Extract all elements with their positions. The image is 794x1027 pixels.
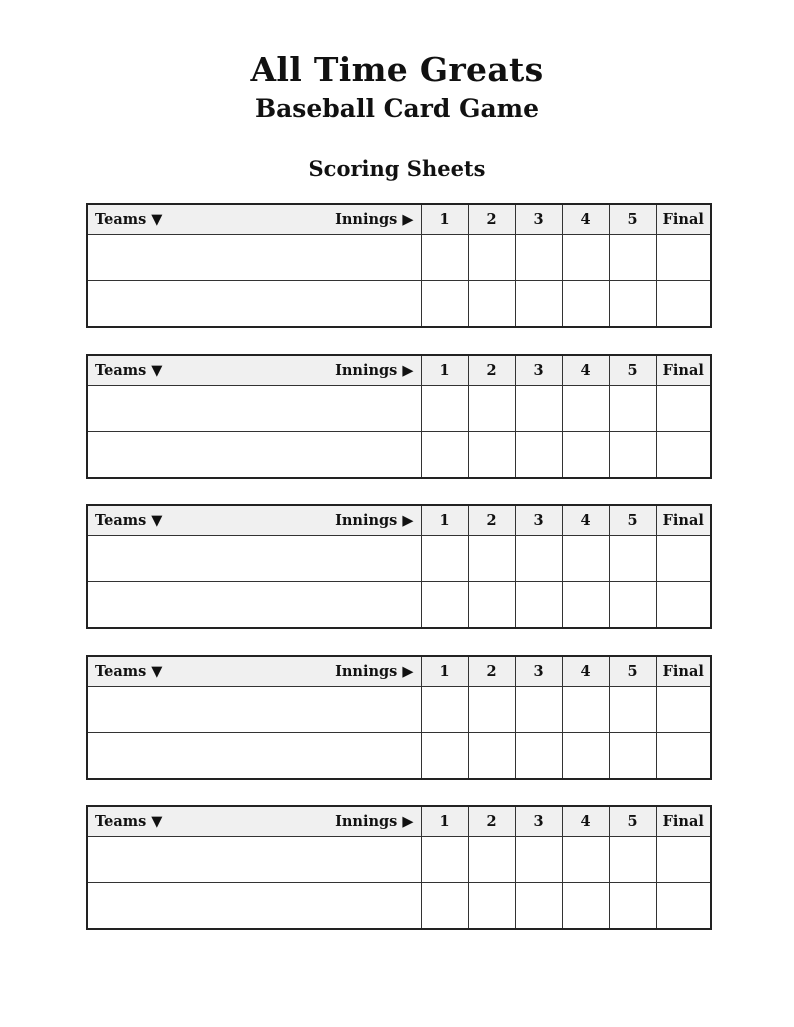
team-row — [87, 883, 711, 930]
final-header: Final — [656, 204, 711, 235]
table-header-row — [87, 355, 711, 386]
team-name-cell[interactable] — [87, 582, 421, 629]
team-name-cell[interactable] — [87, 687, 421, 733]
inning-score-cell[interactable] — [609, 687, 656, 733]
teams-label: Teams ▼ — [95, 813, 163, 830]
inning-score-cell[interactable] — [468, 582, 515, 629]
team-name-cell[interactable] — [87, 883, 421, 930]
final-score-cell[interactable] — [656, 687, 711, 733]
final-header: Final — [656, 355, 711, 386]
inning-4-header: 4 — [562, 505, 609, 536]
scoring-table-4 — [86, 655, 712, 780]
inning-2-header: 2 — [468, 355, 515, 386]
team-row — [87, 733, 711, 780]
innings-label: Innings ▶ — [335, 362, 414, 379]
page-title: All Time Greats — [250, 50, 544, 89]
inning-3-header: 3 — [515, 355, 562, 386]
final-score-cell[interactable] — [656, 386, 711, 432]
inning-score-cell[interactable] — [562, 687, 609, 733]
final-score-cell[interactable] — [656, 837, 711, 883]
innings-label: Innings ▶ — [335, 512, 414, 529]
inning-1-header: 1 — [421, 806, 468, 837]
inning-4-header: 4 — [562, 656, 609, 687]
inning-score-cell[interactable] — [609, 582, 656, 629]
inning-2-header: 2 — [468, 656, 515, 687]
scoring-table-5 — [86, 805, 712, 930]
inning-4-header: 4 — [562, 806, 609, 837]
inning-score-cell[interactable] — [468, 235, 515, 281]
team-row — [87, 837, 711, 883]
table-header-row — [87, 505, 711, 536]
final-score-cell[interactable] — [656, 281, 711, 328]
inning-1-header: 1 — [421, 355, 468, 386]
final-score-cell[interactable] — [656, 582, 711, 629]
inning-score-cell[interactable] — [421, 733, 468, 780]
final-score-cell[interactable] — [656, 883, 711, 930]
inning-5-header: 5 — [609, 204, 656, 235]
final-header: Final — [656, 505, 711, 536]
final-score-cell[interactable] — [656, 235, 711, 281]
inning-score-cell[interactable] — [421, 883, 468, 930]
inning-score-cell[interactable] — [562, 837, 609, 883]
final-score-cell[interactable] — [656, 536, 711, 582]
inning-score-cell[interactable] — [515, 883, 562, 930]
inning-5-header: 5 — [609, 656, 656, 687]
inning-score-cell[interactable] — [468, 733, 515, 780]
inning-score-cell[interactable] — [468, 432, 515, 479]
inning-score-cell[interactable] — [515, 837, 562, 883]
inning-score-cell[interactable] — [468, 281, 515, 328]
final-header: Final — [656, 656, 711, 687]
team-name-cell[interactable] — [87, 536, 421, 582]
inning-score-cell[interactable] — [515, 536, 562, 582]
inning-2-header: 2 — [468, 505, 515, 536]
inning-score-cell[interactable] — [562, 432, 609, 479]
inning-score-cell[interactable] — [421, 536, 468, 582]
team-name-cell[interactable] — [87, 281, 421, 328]
inning-3-header: 3 — [515, 505, 562, 536]
inning-1-header: 1 — [421, 204, 468, 235]
inning-5-header: 5 — [609, 505, 656, 536]
scoring-table-2 — [86, 354, 712, 479]
inning-score-cell[interactable] — [421, 281, 468, 328]
inning-score-cell[interactable] — [515, 687, 562, 733]
inning-score-cell[interactable] — [421, 687, 468, 733]
teams-innings-header — [87, 505, 421, 536]
inning-4-header: 4 — [562, 355, 609, 386]
inning-score-cell[interactable] — [515, 235, 562, 281]
final-header: Final — [656, 806, 711, 837]
inning-score-cell[interactable] — [468, 386, 515, 432]
inning-4-header: 4 — [562, 204, 609, 235]
inning-score-cell[interactable] — [609, 837, 656, 883]
team-name-cell[interactable] — [87, 432, 421, 479]
final-score-cell[interactable] — [656, 432, 711, 479]
sheets-heading: Scoring Sheets — [308, 156, 486, 181]
inning-score-cell[interactable] — [562, 733, 609, 780]
table-header-row — [87, 204, 711, 235]
team-row — [87, 432, 711, 479]
page-subtitle: Baseball Card Game — [254, 94, 540, 123]
inning-score-cell[interactable] — [562, 235, 609, 281]
inning-2-header: 2 — [468, 806, 515, 837]
final-score-cell[interactable] — [656, 733, 711, 780]
inning-score-cell[interactable] — [562, 536, 609, 582]
inning-1-header: 1 — [421, 505, 468, 536]
team-row — [87, 582, 711, 629]
scoring-table-3 — [86, 504, 712, 629]
table-header-row — [87, 806, 711, 837]
teams-innings-header — [87, 204, 421, 235]
team-name-cell[interactable] — [87, 235, 421, 281]
inning-score-cell[interactable] — [421, 582, 468, 629]
teams-innings-header — [87, 355, 421, 386]
inning-score-cell[interactable] — [515, 432, 562, 479]
inning-5-header: 5 — [609, 806, 656, 837]
inning-1-header: 1 — [421, 656, 468, 687]
team-name-cell[interactable] — [87, 733, 421, 780]
inning-score-cell[interactable] — [468, 883, 515, 930]
team-row — [87, 536, 711, 582]
inning-2-header: 2 — [468, 204, 515, 235]
table-header-row — [87, 656, 711, 687]
inning-score-cell[interactable] — [515, 733, 562, 780]
inning-score-cell[interactable] — [609, 235, 656, 281]
inning-score-cell[interactable] — [562, 281, 609, 328]
team-name-cell[interactable] — [87, 837, 421, 883]
team-row — [87, 281, 711, 328]
inning-5-header: 5 — [609, 355, 656, 386]
inning-score-cell[interactable] — [609, 281, 656, 328]
teams-innings-header — [87, 806, 421, 837]
inning-score-cell[interactable] — [421, 837, 468, 883]
inning-score-cell[interactable] — [468, 687, 515, 733]
innings-label: Innings ▶ — [335, 813, 414, 830]
inning-3-header: 3 — [515, 204, 562, 235]
teams-label: Teams ▼ — [95, 362, 163, 379]
inning-3-header: 3 — [515, 806, 562, 837]
inning-score-cell[interactable] — [609, 733, 656, 780]
inning-score-cell[interactable] — [515, 386, 562, 432]
inning-score-cell[interactable] — [609, 883, 656, 930]
inning-score-cell[interactable] — [609, 536, 656, 582]
team-row — [87, 386, 711, 432]
inning-score-cell[interactable] — [609, 432, 656, 479]
inning-score-cell[interactable] — [562, 582, 609, 629]
scoring-table-1 — [86, 203, 712, 328]
inning-score-cell[interactable] — [421, 432, 468, 479]
inning-score-cell[interactable] — [515, 582, 562, 629]
teams-innings-header — [87, 656, 421, 687]
inning-score-cell[interactable] — [562, 386, 609, 432]
inning-score-cell[interactable] — [562, 883, 609, 930]
inning-score-cell[interactable] — [421, 386, 468, 432]
inning-score-cell[interactable] — [468, 837, 515, 883]
inning-score-cell[interactable] — [515, 281, 562, 328]
teams-label: Teams ▼ — [95, 663, 163, 680]
inning-score-cell[interactable] — [468, 536, 515, 582]
innings-label: Innings ▶ — [335, 211, 414, 228]
team-row — [87, 687, 711, 733]
team-row — [87, 235, 711, 281]
team-name-cell[interactable] — [87, 386, 421, 432]
inning-3-header: 3 — [515, 656, 562, 687]
inning-score-cell[interactable] — [609, 386, 656, 432]
teams-label: Teams ▼ — [95, 512, 163, 529]
inning-score-cell[interactable] — [421, 235, 468, 281]
innings-label: Innings ▶ — [335, 663, 414, 680]
teams-label: Teams ▼ — [95, 211, 163, 228]
